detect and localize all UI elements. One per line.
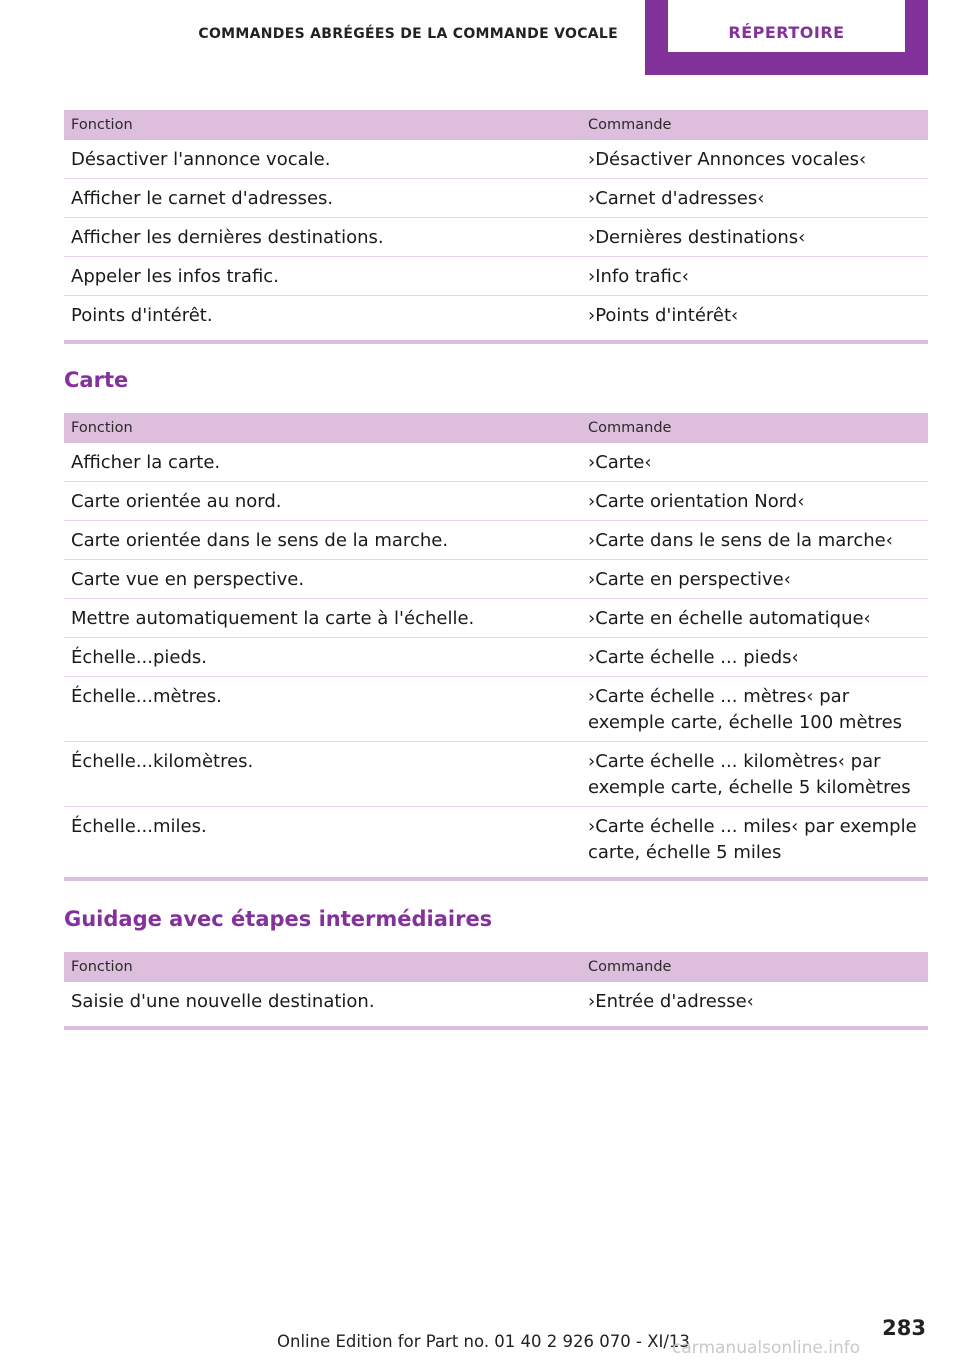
table-row bbox=[64, 140, 928, 179]
section-tab-label: RÉPERTOIRE bbox=[728, 23, 845, 42]
command-cell: ›Carte dans le sens de la marche‹ bbox=[581, 521, 928, 560]
table-row bbox=[64, 677, 928, 742]
command-cell: ›Carte en échelle automatique‹ bbox=[581, 599, 928, 638]
table-row bbox=[64, 742, 928, 807]
function-cell: Carte orientée dans le sens de la marche. bbox=[64, 521, 581, 560]
table-row bbox=[64, 638, 928, 677]
function-cell: Carte vue en perspective. bbox=[64, 560, 581, 599]
table-row bbox=[64, 218, 928, 257]
table-row bbox=[64, 443, 928, 482]
column-header-function: Fonction bbox=[64, 952, 581, 982]
command-cell: ›Carte‹ bbox=[581, 443, 928, 482]
command-cell: ›Entrée d'adresse‹ bbox=[581, 982, 928, 1028]
command-cell: ›Carte échelle ... pieds‹ bbox=[581, 638, 928, 677]
command-cell: ›Carte en perspective‹ bbox=[581, 560, 928, 599]
table-row bbox=[64, 521, 928, 560]
function-cell: Échelle...pieds. bbox=[64, 638, 581, 677]
table-row bbox=[64, 807, 928, 880]
table-header-row bbox=[64, 110, 928, 140]
column-header-command: Commande bbox=[581, 110, 928, 140]
command-cell: ›Carte échelle ... kilomètres‹ par exemple carte, échelle 5 kilomètres bbox=[581, 742, 928, 807]
table-row bbox=[64, 482, 928, 521]
edition-footer: Online Edition for Part no. 01 40 2 926 070 - XI/13 bbox=[277, 1332, 690, 1351]
column-header-function: Fonction bbox=[64, 110, 581, 140]
table-header-row bbox=[64, 952, 928, 982]
function-cell: Afficher les dernières destinations. bbox=[64, 218, 581, 257]
page-number: 283 bbox=[882, 1316, 926, 1340]
command-cell: ›Info trafic‹ bbox=[581, 257, 928, 296]
column-header-function: Fonction bbox=[64, 413, 581, 443]
table-row bbox=[64, 982, 928, 1028]
function-cell: Mettre automatiquement la carte à l'échelle. bbox=[64, 599, 581, 638]
table-header-row bbox=[64, 413, 928, 443]
commands-table-guidage bbox=[64, 952, 928, 1030]
function-cell: Afficher la carte. bbox=[64, 443, 581, 482]
function-cell: Points d'intérêt. bbox=[64, 296, 581, 343]
function-cell: Appeler les infos trafic. bbox=[64, 257, 581, 296]
command-cell: ›Dernières destinations‹ bbox=[581, 218, 928, 257]
commands-table-general bbox=[64, 110, 928, 344]
function-cell: Échelle...kilomètres. bbox=[64, 742, 581, 807]
command-cell: ›Désactiver Annonces vocales‹ bbox=[581, 140, 928, 179]
function-cell: Afficher le carnet d'adresses. bbox=[64, 179, 581, 218]
section-tab bbox=[645, 0, 928, 75]
table-row bbox=[64, 257, 928, 296]
section-heading-guidage: Guidage avec étapes intermédiaires bbox=[64, 907, 493, 931]
command-cell: ›Carte orientation Nord‹ bbox=[581, 482, 928, 521]
table-row bbox=[64, 296, 928, 343]
commands-table-carte bbox=[64, 413, 928, 881]
table-row bbox=[64, 560, 928, 599]
running-header: COMMANDES ABRÉGÉES DE LA COMMANDE VOCALE bbox=[198, 26, 618, 42]
section-tab-inner bbox=[668, 0, 905, 52]
function-cell: Carte orientée au nord. bbox=[64, 482, 581, 521]
function-cell: Échelle...miles. bbox=[64, 807, 581, 880]
column-header-command: Commande bbox=[581, 413, 928, 443]
command-cell: ›Points d'intérêt‹ bbox=[581, 296, 928, 343]
command-cell: ›Carnet d'adresses‹ bbox=[581, 179, 928, 218]
command-cell: ›Carte échelle ... miles‹ par exemple carte, échelle 5 miles bbox=[581, 807, 928, 880]
watermark: carmanualsonline.info bbox=[672, 1338, 861, 1358]
section-heading-carte: Carte bbox=[64, 368, 129, 392]
function-cell: Saisie d'une nouvelle destination. bbox=[64, 982, 581, 1028]
command-cell: ›Carte échelle ... mètres‹ par exemple carte, échelle 100 mètres bbox=[581, 677, 928, 742]
function-cell: Désactiver l'annonce vocale. bbox=[64, 140, 581, 179]
column-header-command: Commande bbox=[581, 952, 928, 982]
function-cell: Échelle...mètres. bbox=[64, 677, 581, 742]
table-row bbox=[64, 599, 928, 638]
table-row bbox=[64, 179, 928, 218]
